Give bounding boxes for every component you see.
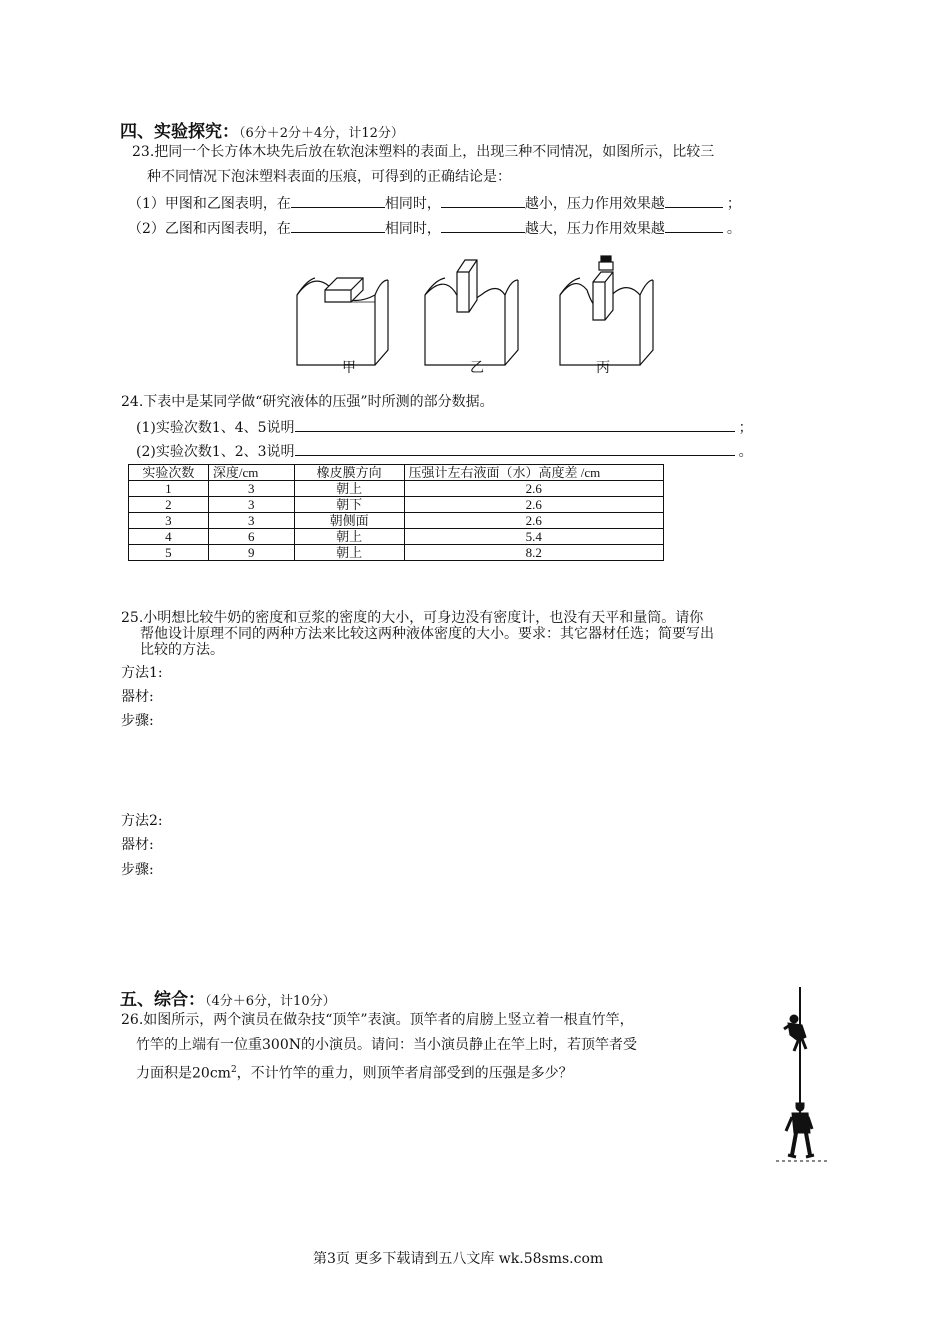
table-row <box>129 513 664 529</box>
table-cell: 朝侧面 <box>294 513 404 529</box>
q23-item-1-text-c: 越小，压力作用效果越 <box>524 196 665 212</box>
q23-item-2-end: 。 <box>726 221 741 237</box>
figure-caption-yi: 乙 <box>470 360 484 376</box>
page-footer: 第3页 更多下载请到五八文库 wk.58sms.com <box>313 1251 604 1267</box>
q26-line-3-b: ，不计竹竿的重力，则顶竿者肩部受到的压强是多少？ <box>236 1065 573 1082</box>
q24-item-2-end: 。 <box>738 444 753 460</box>
q25-equipment-2-label: 器材: <box>121 837 154 853</box>
table-cell: 3 <box>208 513 294 529</box>
table-cell: 朝下 <box>294 497 404 513</box>
section-5-score-note: （4分＋6分，计10分） <box>205 994 336 1009</box>
table-cell: 朝上 <box>294 529 404 545</box>
q25-steps-1-label: 步骤: <box>121 713 154 729</box>
q26-line-3-sup: 2 <box>230 1065 237 1075</box>
q26-line-2: 竹竿的上端有一位重300N的小演员。请问：当小演员静止在竿上时，若顶竿者受 <box>136 1037 637 1053</box>
q25-method-1-label: 方法1: <box>121 665 163 681</box>
table-cell: 2 <box>129 497 209 513</box>
table-cell: 5 <box>129 545 209 561</box>
q24-item-1-end: ； <box>738 420 753 436</box>
q23-item-1-blank-1[interactable] <box>291 193 385 208</box>
q25-steps-2-label: 步骤: <box>121 862 154 878</box>
q24-intro: 24.下表中是某同学做“研究液体的压强”时所测的部分数据。 <box>121 394 494 410</box>
figure-caption-bing: 丙 <box>596 360 610 376</box>
q23-line-1: 23.把同一个长方体木块先后放在软泡沫塑料的表面上，出现三种不同情况，如图所示，比较三 <box>132 144 715 160</box>
q23-item-2-text-c: 越大，压力作用效果越 <box>524 221 665 237</box>
table-cell: 8.2 <box>404 545 664 561</box>
q25-method-2-label: 方法2: <box>121 813 163 829</box>
q25-line-1: 25.小明想比较牛奶的密度和豆浆的密度的大小，可身边没有密度计，也没有天平和量筒。请你 <box>121 610 704 626</box>
table-cell: 2.6 <box>404 481 664 497</box>
q24-item-1-blank[interactable] <box>295 417 735 432</box>
q23-item-2-text-b: 相同时， <box>384 221 441 237</box>
q23-item-2-blank-3[interactable] <box>665 218 723 233</box>
q24-item-1 <box>136 417 753 437</box>
section-5-heading <box>120 985 336 1010</box>
pressure-data-table <box>128 464 664 561</box>
q26-line-1: 26.如图所示，两个演员在做杂技“顶竿”表演。顶竿者的肩膀上竖立着一根直竹竿， <box>121 1012 634 1028</box>
q23-item-1-text-b: 相同时， <box>384 196 441 212</box>
figure-jia-illustration <box>297 278 388 365</box>
q24-item-2 <box>136 441 753 461</box>
section-4-score-note: （6分＋2分＋4分，计12分） <box>239 126 404 141</box>
q24-item-2-text: (2)实验次数1、2、3说明 <box>136 444 295 460</box>
section-5-title: 五、综合： <box>120 990 205 1010</box>
table-cell: 朝上 <box>294 481 404 497</box>
q25-equipment-1-label: 器材: <box>121 689 154 705</box>
table-row <box>129 497 664 513</box>
q24-item-2-blank[interactable] <box>295 441 735 456</box>
table-cell: 1 <box>129 481 209 497</box>
q23-item-1-blank-3[interactable] <box>665 193 723 208</box>
q26-line-3 <box>136 1061 573 1083</box>
table-cell: 朝上 <box>294 545 404 561</box>
q25-line-2: 帮他设计原理不同的两种方法来比较这两种液体密度的大小。要求：其它器材任选；简要写出 <box>140 626 714 642</box>
table-cell: 2.6 <box>404 513 664 529</box>
q25-line-3: 比较的方法。 <box>140 642 224 658</box>
table-header-cell: 深度/cm <box>208 465 294 481</box>
q23-item-1-blank-2[interactable] <box>441 193 525 208</box>
table-header-cell: 实验次数 <box>129 465 209 481</box>
table-cell: 4 <box>129 529 209 545</box>
table-row <box>129 481 664 497</box>
q23-line-2: 种不同情况下泡沫塑料表面的压痕，可得到的正确结论是： <box>147 169 511 185</box>
table-cell: 5.4 <box>404 529 664 545</box>
section-4-heading <box>120 117 404 142</box>
figure-bing-illustration <box>560 256 653 365</box>
q23-item-2-text-a: （2）乙图和丙图表明，在 <box>128 221 291 237</box>
table-cell: 3 <box>208 497 294 513</box>
q26-line-3-a: 力面积是20cm <box>136 1065 231 1082</box>
table-row <box>129 529 664 545</box>
table-header-cell: 橡皮膜方向 <box>294 465 404 481</box>
table-cell: 3 <box>129 513 209 529</box>
figure-caption-jia: 甲 <box>342 360 356 376</box>
table-cell: 2.6 <box>404 497 664 513</box>
table-cell: 9 <box>208 545 294 561</box>
table-cell: 6 <box>208 529 294 545</box>
q23-item-2-blank-1[interactable] <box>291 218 385 233</box>
table-cell: 3 <box>208 481 294 497</box>
table-header-cell: 压强计左右液面（水）高度差 /cm <box>404 465 664 481</box>
q23-item-1-end: ； <box>726 196 741 212</box>
q23-item-1-text-a: （1）甲图和乙图表明，在 <box>128 196 291 212</box>
table-row <box>129 545 664 561</box>
q23-item-2 <box>128 218 741 238</box>
q24-item-1-text: (1)实验次数1、4、5说明 <box>136 420 295 436</box>
figure-yi-illustration <box>425 260 518 365</box>
q23-item-1 <box>128 193 741 213</box>
section-4-title: 四、实验探究： <box>120 122 239 142</box>
q23-item-2-blank-2[interactable] <box>441 218 525 233</box>
acrobat-pole-illustration <box>772 985 832 1163</box>
table-header-row <box>129 465 664 481</box>
